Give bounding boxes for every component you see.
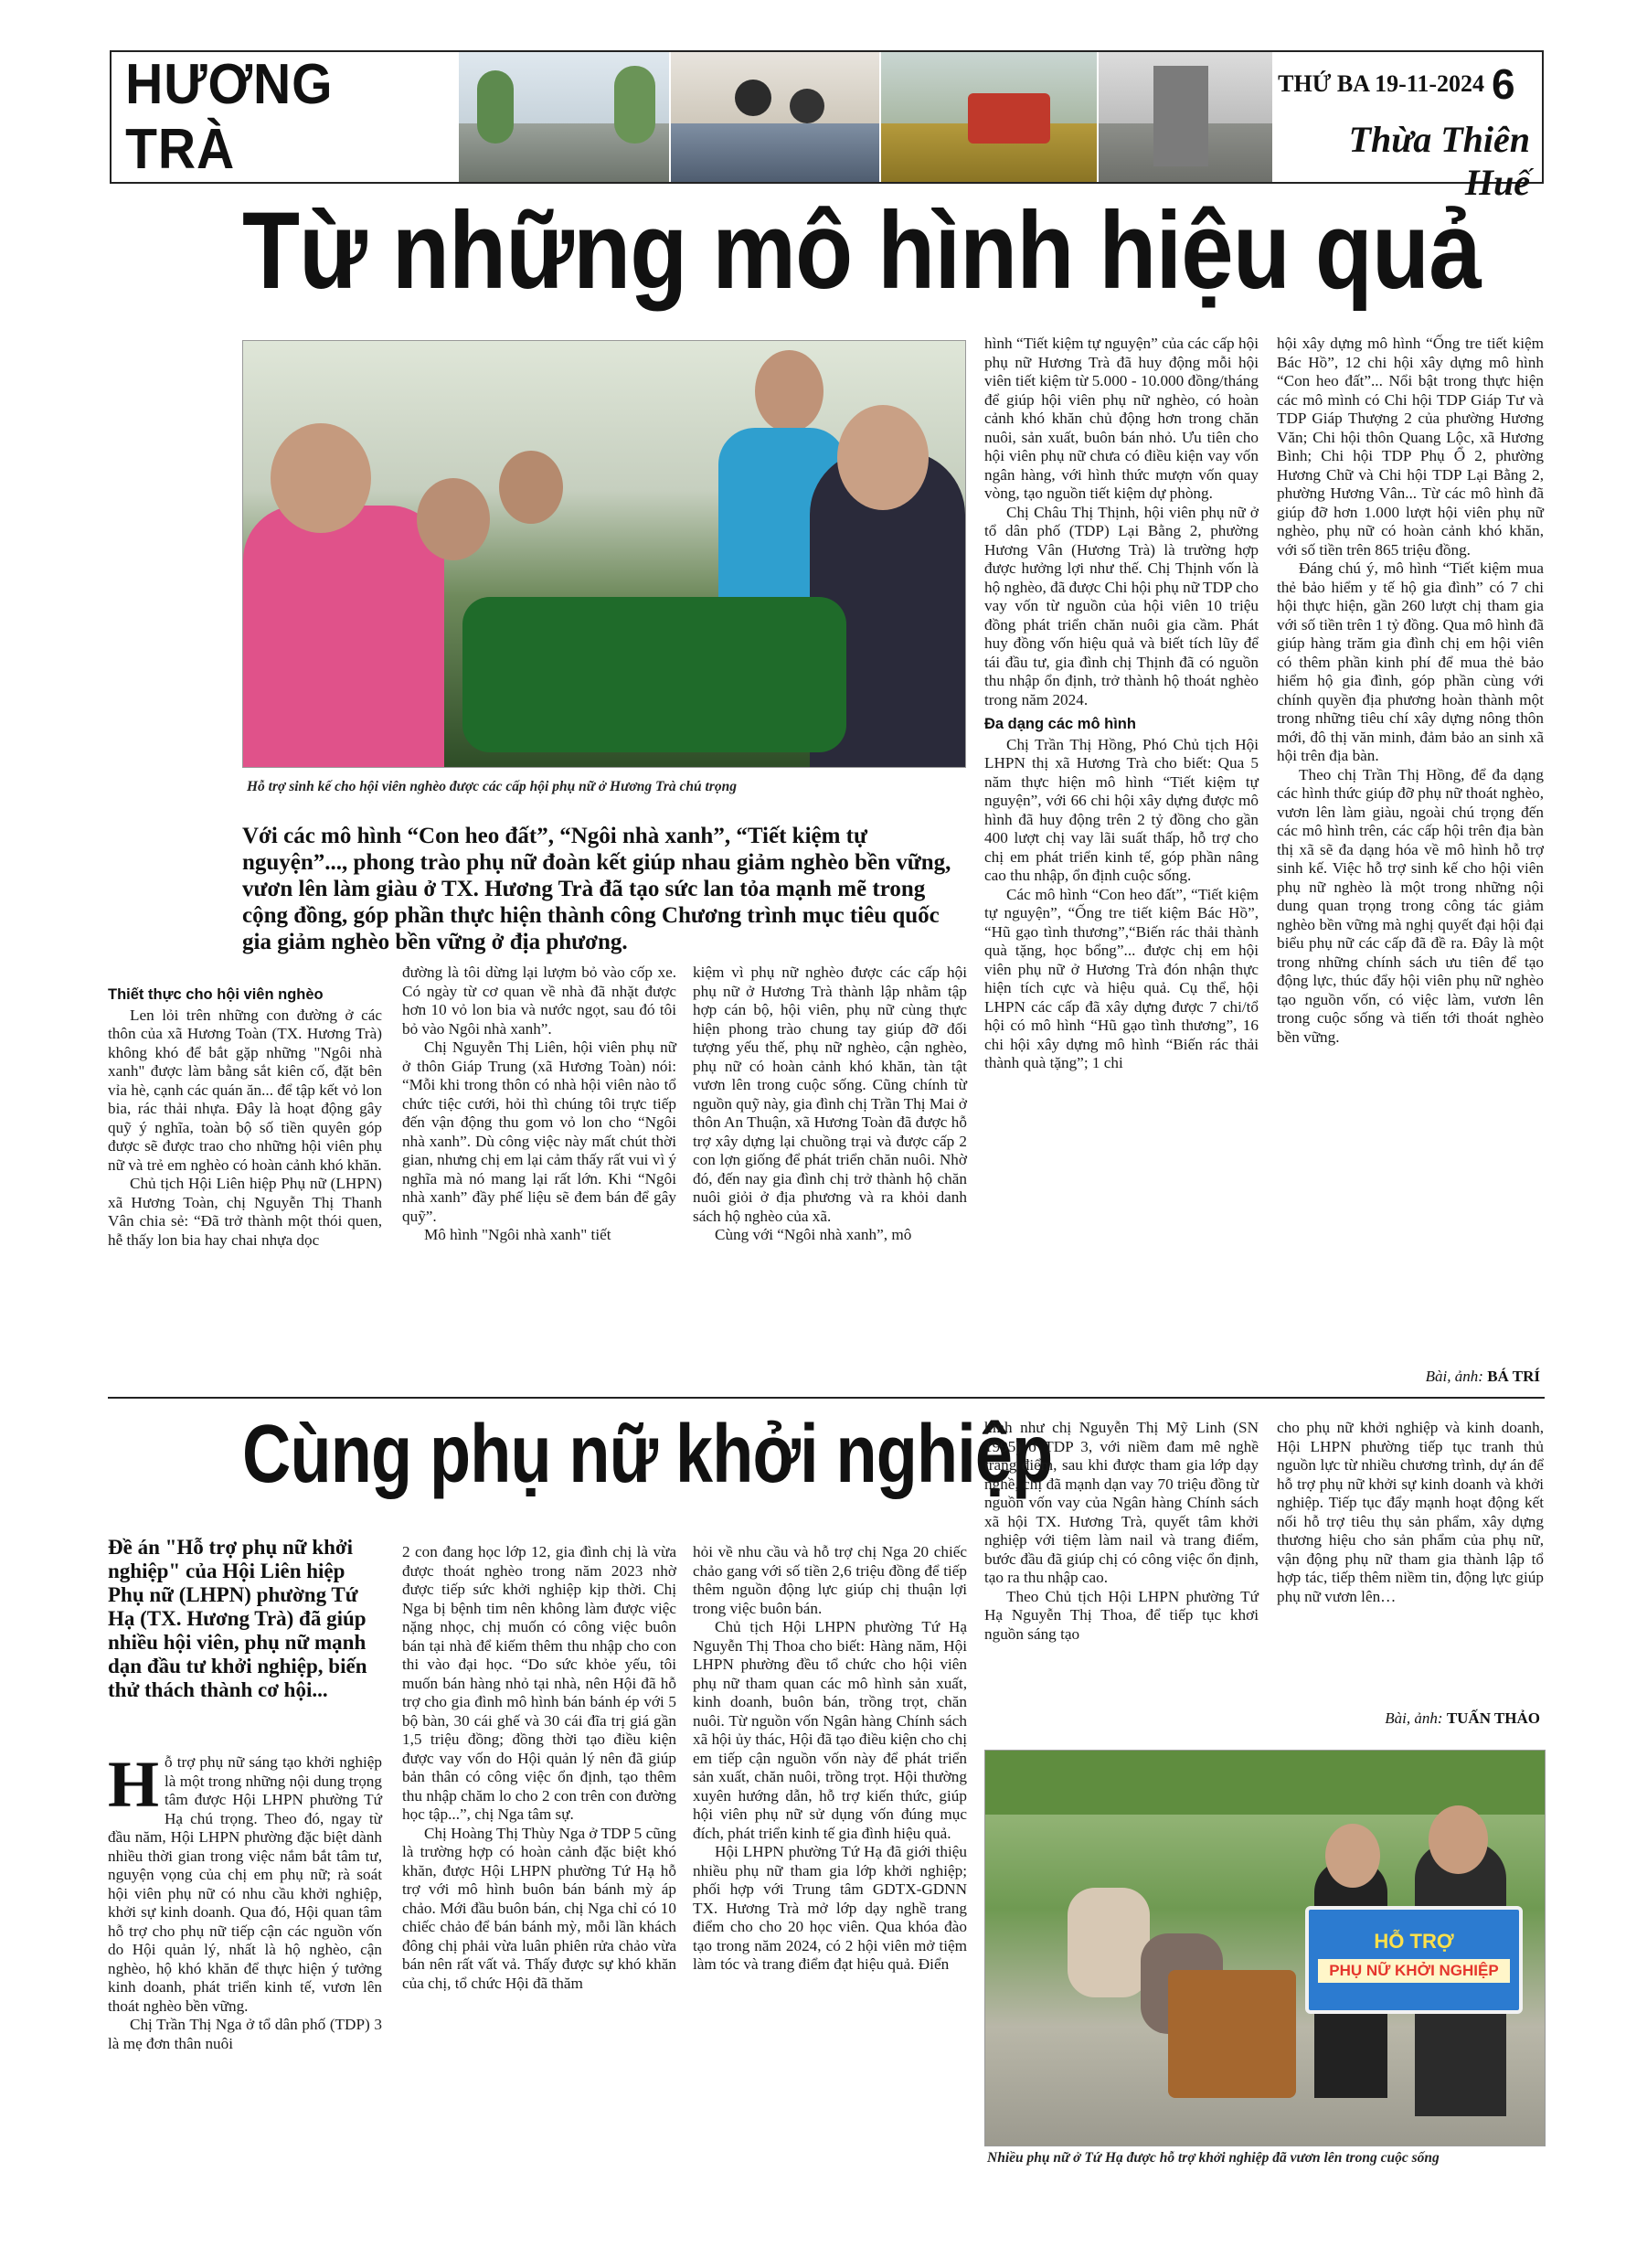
paragraph: Chị Hoàng Thị Thùy Nga ở TDP 5 cũng là trường hợp có hoàn cảnh đặc biệt khó khăn, được Hội LHPN phường Tứ Hạ hỗ trợ với mô hình buôn bán bánh mỳ áp chảo. Mới đầu buôn bán, chị Nga chỉ có 10 chiếc chảo để bán bánh mỳ, mỗi lần khách đông chị phải vừa luân phiên rửa chảo vừa bán nên rất vất vả. Thấy được sự khó khăn của chị, tổ chức Hội đã thăm [402,1824,676,1992]
article1-column-2 [402,964,676,1245]
masthead-photo-workers [671,52,879,182]
article2-byline [1280,1709,1540,1728]
paragraph: Theo chị Trần Thị Hồng, để đa dạng các hình thức giúp đỡ phụ nữ thoát nghèo, vươn lên làm giàu, ngoài chú trọng đến các mô hình trên, các cấp hội trên địa bàn thị xã sẽ đa dạng hóa về mô hình hỗ trợ sinh kế. Việc hỗ trợ sinh kế cho hội viên phụ nữ nghèo là một trong những nội dung quan trọng trong công tác giảm nghèo bền vững mà nghị quyết đại hội đại biểu phụ nữ các cấp đã đề ra. Đây là một trong những chính sách ưu tiên để tạo động lực, thúc đẩy hội viên phụ nữ nghèo tạo nguồn vốn, có việc làm, vươn lên trong cuộc sống và tiến tới thoát nghèo bền vững. [1277,765,1544,1046]
paragraph: hội xây dựng mô hình “Ống tre tiết kiệm Bác Hồ”, 12 chi hội xây dựng mô hình “Con heo đất”... Nổi bật trong thực hiện các mô mình có Chi hội TDP Giáp Tư và TDP Giáp Thượng 2 của phường Hương Văn; Chi hội thôn Quang Lộc, xã Hương Bình; Chi hội TDP Phụ Ổ 2, phường Hương Chữ và Chi hội TDP Lại Bằng 2, phường Hương Vân... Từ các mô hình đã giúp đỡ hơn 1.000 lượt hội viên phụ nữ nghèo, phụ nữ có hoàn cảnh khó khăn, với số tiền trên 865 triệu đồng. [1277,335,1544,559]
article1-column-1 [108,985,382,1250]
paragraph: Chủ tịch Hội Liên hiệp Phụ nữ (LHPN) xã Hương Toàn, chị Nguyễn Thị Thanh Vân chia sẻ: “Đã trở thành một thói quen, hễ thấy lon bia hay chai nhựa dọc [108,1175,382,1249]
article2-photo-caption: Nhiều phụ nữ ở Tứ Hạ được hỗ trợ khởi nghiệp đã vươn lên trong cuộc sống [987,2150,1440,2166]
banner-line-1: HỖ TRỢ [1374,1930,1454,1953]
article1-subhead-2: Đa dạng các mô hình [984,716,1136,732]
paragraph: hình “Tiết kiệm tự nguyện” của các cấp hội phụ nữ Hương Trà đã huy động mỗi hội viên tiết kiệm từ 5.000 - 10.000 đồng/tháng để giúp hội viên phụ nữ nghèo, có hoàn cảnh khó khăn chủ động hơn trong chăn nuôi, sản xuất, buôn bán nhỏ. Ưu tiên cho hội viên phụ nữ chưa có điều kiện vay vốn ngân hàng, với hình thức mượn vốn quay vòng, tạo nguồn tiết kiệm dự phòng. [984,335,1259,502]
paragraph: đường là tôi dừng lại lượm bỏ vào cốp xe. Có ngày từ cơ quan về nhà đã nhặt được hơn 10 vỏ lon bia và nước ngọt, sau đó tôi bỏ vào Ngôi nhà xanh”. [402,964,676,1038]
article2-column-5 [1277,1419,1544,1606]
paragraph: Chủ tịch Hội LHPN phường Tứ Hạ Nguyễn Thị Thoa cho biết: Hàng năm, Hội LHPN phường đều tổ chức cho hội viên phụ nữ tham quan các mô hình sản xuất, kinh doanh, buôn bán, trồng trọt, chăn nuôi. Từ nguồn vốn Ngân hàng Chính sách xã hội ủy thác, Hội đã tạo điều kiện cho chị em tiếp cận nguồn vốn này để phát triển sản xuất, chăn nuôi, trồng trọt. Hội thường xuyên hướng dẫn, hỗ trợ kiến thức, giúp hội viên phụ nữ sử dụng vốn đúng mục đích, phát triển kinh tế gia đình hiệu quả. [693,1618,967,1842]
article2-photo [984,1750,1546,2146]
banner-line-2: PHỤ NỮ KHỞI NGHIỆP [1318,1959,1510,1983]
masthead [110,50,1544,203]
byline-author: TUẤN THẢO [1446,1709,1540,1727]
article1-subhead-1: Thiết thực cho hội viên nghèo [108,986,324,1003]
section-name: HƯƠNG TRÀ [125,53,334,181]
masthead-photo-factory [1099,52,1272,182]
paragraph: Hội LHPN phường Tứ Hạ đã giới thiệu nhiều phụ nữ tham gia lớp khởi nghiệp; phối hợp với Trung tâm GDTX-GDNN TX. Hương Trà mở lớp dạy nghề trang điểm cho cho 20 học viên. Qua khóa đào tạo trong năm 2024, có 2 hội viên mở tiệm làm tóc và trang điểm đạt hiệu quả. Điển [693,1843,967,1973]
paragraph: Các mô hình “Con heo đất”, “Tiết kiệm tự nguyện”, “Ống tre tiết kiệm Bác Hồ”, “Hũ gạo tình thương”,“Biến rác thải thành quà tặng, học bổng”... được chị em hội viên phụ nữ ở Hương Trà đón nhận thực hiện tích cực và hiệu quả. Cụ thể, hội LHPN các cấp đã xây dựng được 7 chi/tổ hội có mô hình “Hũ gạo tình thương”, 16 chi hội xây dựng mô hình “Biến rác thải thành quà tặng”; 1 chi [984,885,1259,1071]
article2-column-2 [402,1543,676,1993]
dropcap-letter: H [108,1748,160,1821]
paragraph: 2 con đang học lớp 12, gia đình chị là vừa được thoát nghèo trong năm 2023 nhờ được tiếp sức khởi nghiệp kịp thời. Chị Nga bị bệnh tim nên không làm được việc nặng nhọc, chị muốn có công việc buôn bán tại nhà để kiếm thêm thu nhập cho con thi vào đại học. “Do sức khỏe yếu, tôi muốn bán hàng nhỏ tại nhà, nên Hội đã hỗ trợ cho gia đình mô hình bán bánh ép với 5 bộ bàn, 30 cái ghế và 30 cái đĩa trị giá gần 1,5 triệu đồng; đồng thời tạo điều kiện được vay vốn do Hội quản lý nên đã giúp bản thân có công việc ổn định, tạo thêm thu nhập chăm lo cho 2 con trên con đường học tập...”, chị Nga tâm sự. [402,1543,676,1823]
article2-column-1 [108,1748,382,2053]
article1-photo-caption: Hỗ trợ sinh kế cho hội viên nghèo được các cấp hội phụ nữ ở Hương Trà chú trọng [247,779,737,794]
article1-sapo: Với các mô hình “Con heo đất”, “Ngôi nhà xanh”, “Tiết kiệm tự nguyện”..., phong trào phụ nữ đoàn kết giúp nhau giảm nghèo bền vững, vươn lên làm giàu ở TX. Hương Trà đã tạo sức lan tỏa mạnh mẽ trong cộng đồng, góp phần thực hiện thành công Chương trình mục tiêu quốc gia giảm nghèo bền vững ở địa phương. [242,824,951,954]
article1-byline [1280,1368,1540,1386]
paragraph: hình như chị Nguyễn Thị Mỹ Linh (SN 1995) ở TDP 3, với niềm đam mê nghề trang điểm, sau khi được tham gia lớp dạy nghề, chị đã mạnh dạn vay 70 triệu đồng từ nguồn vốn vay của Ngân hàng Chính sách xã hội TX. Hương Trà, quyết tâm khởi nghiệp với tiệm làm nail và trang điểm, bước đầu đã giúp chị có công việc ổn định, tạo ra thu nhập cao. [984,1419,1259,1586]
masthead-photo-harvester [881,52,1097,182]
paragraph: cho phụ nữ khởi nghiệp và kinh doanh, Hội LHPN phường tiếp tục tranh thủ nguồn lực từ nhiều chương trình, dự án để hỗ trợ phụ nữ khởi sự kinh doanh và khởi nghiệp. Tiếp tục đẩy mạnh hoạt động kết nối hỗ trợ tiêu thụ sản phẩm, xây dựng thương hiệu cho sản phẩm của phụ nữ, vận động phụ nữ tham gia thành lập tổ hợp tác, tiếp thêm niềm tin, động lực giúp phụ nữ vươn lên… [1277,1419,1544,1605]
article1-column-3 [693,964,967,1245]
byline-author: BÁ TRÍ [1487,1368,1540,1385]
paragraph: Đáng chú ý, mô hình “Tiết kiệm mua thẻ bảo hiểm y tế hộ gia đình” có 7 chi hội thực hiện, gần 260 lượt chị tham gia với số tiền trên 1 tỷ đồng. Qua mô hình đã giúp hàng trăm gia đình chị em hội viên có thêm phần kinh phí để mua thẻ bảo hiểm hộ gia đình, góp phần cùng với chính quyền địa phương hoàn thành một trong những tiêu chí xây dựng nông thôn mới, đô thị văn minh, đảm bảo an sinh xã hội trên địa bàn. [1277,559,1544,764]
paragraph-text: ỗ trợ phụ nữ sáng tạo khởi nghiệp là một trong những nội dung trọng tâm được Hội LHPN phường Tứ Hạ chú trọng. Theo đó, ngay từ đầu năm, Hội LHPN phường đặc biệt dành nhiều thời gian trong việc nắm bắt tâm tư, nguyện vọng của chị em phụ nữ; rà soát hội viên phụ nữ có nhu cầu khởi nghiệp, khởi sự kinh doanh. Qua đó, Hội quan tâm hỗ trợ cho phụ nữ tiếp cận các nguồn vốn do Hội quản lý, nhất là hộ nghèo, cận nghèo, hộ khó khăn để thực hiện ý tưởng kinh doanh, phát triển kinh tế, vươn lên thoát nghèo bền vững. [108,1753,382,2015]
paragraph: Cùng với “Ngôi nhà xanh”, mô [715,1226,912,1243]
article1-column-5 [1277,335,1544,1047]
paragraph: Theo Chủ tịch Hội LHPN phường Tứ Hạ Nguyễn Thị Thoa, để tiếp tục khơi nguồn sáng tạo [984,1587,1259,1643]
article2-column-3 [693,1543,967,1975]
paragraph [108,1748,382,2016]
article-divider [108,1397,1545,1399]
support-banner [1305,1906,1523,2014]
paragraph: Mô hình "Ngôi nhà xanh" tiết [424,1226,611,1243]
article1-column-4 [984,335,1259,1073]
masthead-photo-street [459,52,669,182]
paper-name: Thừa Thiên Huế [1348,119,1530,203]
page-number: 6 [1492,60,1515,108]
paragraph: Chị Trần Thị Nga ở tổ dân phố (TDP) 3 là mẹ đơn thân nuôi [108,2016,382,2052]
paragraph: kiệm vì phụ nữ nghèo được các cấp hội phụ nữ ở Hương Trà thành lập nhằm tập hợp cán bộ, hội viên, phụ nữ cùng thực hiện phong trào chung tay giúp đỡ đối tượng yếu thế, phụ nữ nghèo, cận nghèo, phụ nữ có hoàn cảnh khó khăn, tàn tật vươn lên trong cuộc sống. Cũng chính từ nguồn quỹ này, gia đình chị Trần Thị Mai ở thôn An Thuận, xã Hương Toàn đã được hỗ trợ xây dựng lại chuồng trại và được cấp 2 con lợn giống để phát triển chăn nuôi. Nhờ đó, đến nay gia đình chị trở thành hộ chăn nuôi giỏi ở địa phương và ra khỏi danh sách hộ nghèo của xã. [693,964,967,1225]
article1-photo [242,340,966,768]
article2-column-4 [984,1419,1259,1644]
article1-headline: Từ những mô hình hiệu quả [242,189,1481,312]
issue-date: THỨ BA 19-11-2024 [1278,70,1484,97]
paragraph: Chị Nguyễn Thị Liên, hội viên phụ nữ ở thôn Giáp Trung (xã Hương Toàn) nói: “Mỗi khi trong thôn có nhà hội viên nào tổ chức tiệc cưới, hỏi thì chúng tôi trực tiếp đến vận động thu gom vỏ lon cho “Ngôi nhà xanh”. Dù công việc này mất chút thời gian, nhưng chị em lại cảm thấy rất vui vì ý nghĩa mà nó mang lại rất lớn. Khi “Ngôi nhà xanh” đầy phế liệu sẽ đem bán để gây quỹ”. [402,1038,676,1225]
byline-label: Bài, ảnh: [1425,1368,1483,1385]
byline-label: Bài, ảnh: [1385,1709,1443,1727]
article2-sapo: Đề án "Hỗ trợ phụ nữ khởi nghiệp" của Hội Liên hiệp Phụ nữ (LHPN) phường Tứ Hạ (TX. Hương Trà) đã giúp nhiều hội viên, phụ nữ mạnh dạn đầu tư khởi nghiệp, biến thử thách thành cơ hội... [108,1536,367,1701]
paragraph: Chị Châu Thị Thịnh, hội viên phụ nữ ở tổ dân phố (TDP) Lại Bằng 2, phường Hương Vân (Hương Trà) là trường hợp được hưởng lợi như thế. Chị Thịnh vốn là hộ nghèo, đã được Chi hội phụ nữ TDP cho vay vốn từ nguồn của hội viên 10 triệu đồng phát triển chăn nuôi gia cầm. Phát huy đồng vốn hiệu quả và biết tích lũy để tái đầu tư, gia đình chị Thịnh đã có nguồn thu nhập ổn định, trở thành hộ thoát nghèo trong năm 2024. [984,503,1259,708]
paragraph: Len lỏi trên những con đường ở các thôn của xã Hương Toàn (TX. Hương Trà) không khó để bắt gặp những "Ngôi nhà xanh" được làm bằng sắt kiên cố, đặt bên vỉa hè, cạnh các quán ăn... để tập kết vỏ lon bia, rác thải nhựa. Đây là hoạt động gây quỹ ý nghĩa, toàn bộ số tiền quyên góp được sẽ được trao cho những hội viên phụ nữ và trẻ em nghèo có hoàn cảnh khó khăn. [108,1006,382,1174]
article2-headline: Cùng phụ nữ khởi nghiệp [242,1409,1053,1500]
paragraph: Chị Trần Thị Hồng, Phó Chủ tịch Hội LHPN thị xã Hương Trà cho biết: Qua 5 năm thực hiện mô hình “Tiết kiệm tự nguyện”, với 66 chi hội xây dựng được mô hình đã huy động trên 2 tỷ đồng cho gần 400 lượt chị vay lãi suất thấp, hỗ trợ cho chị em phát triển kinh tế, góp phần nâng cao thu nhập, ổn định cuộc sống. [984,735,1259,884]
paragraph: hỏi về nhu cầu và hỗ trợ chị Nga 20 chiếc chảo gang với số tiền 2,6 triệu đồng để tiếp thêm nguồn động lực giúp chị thuận lợi trong việc buôn bán. [693,1543,967,1617]
